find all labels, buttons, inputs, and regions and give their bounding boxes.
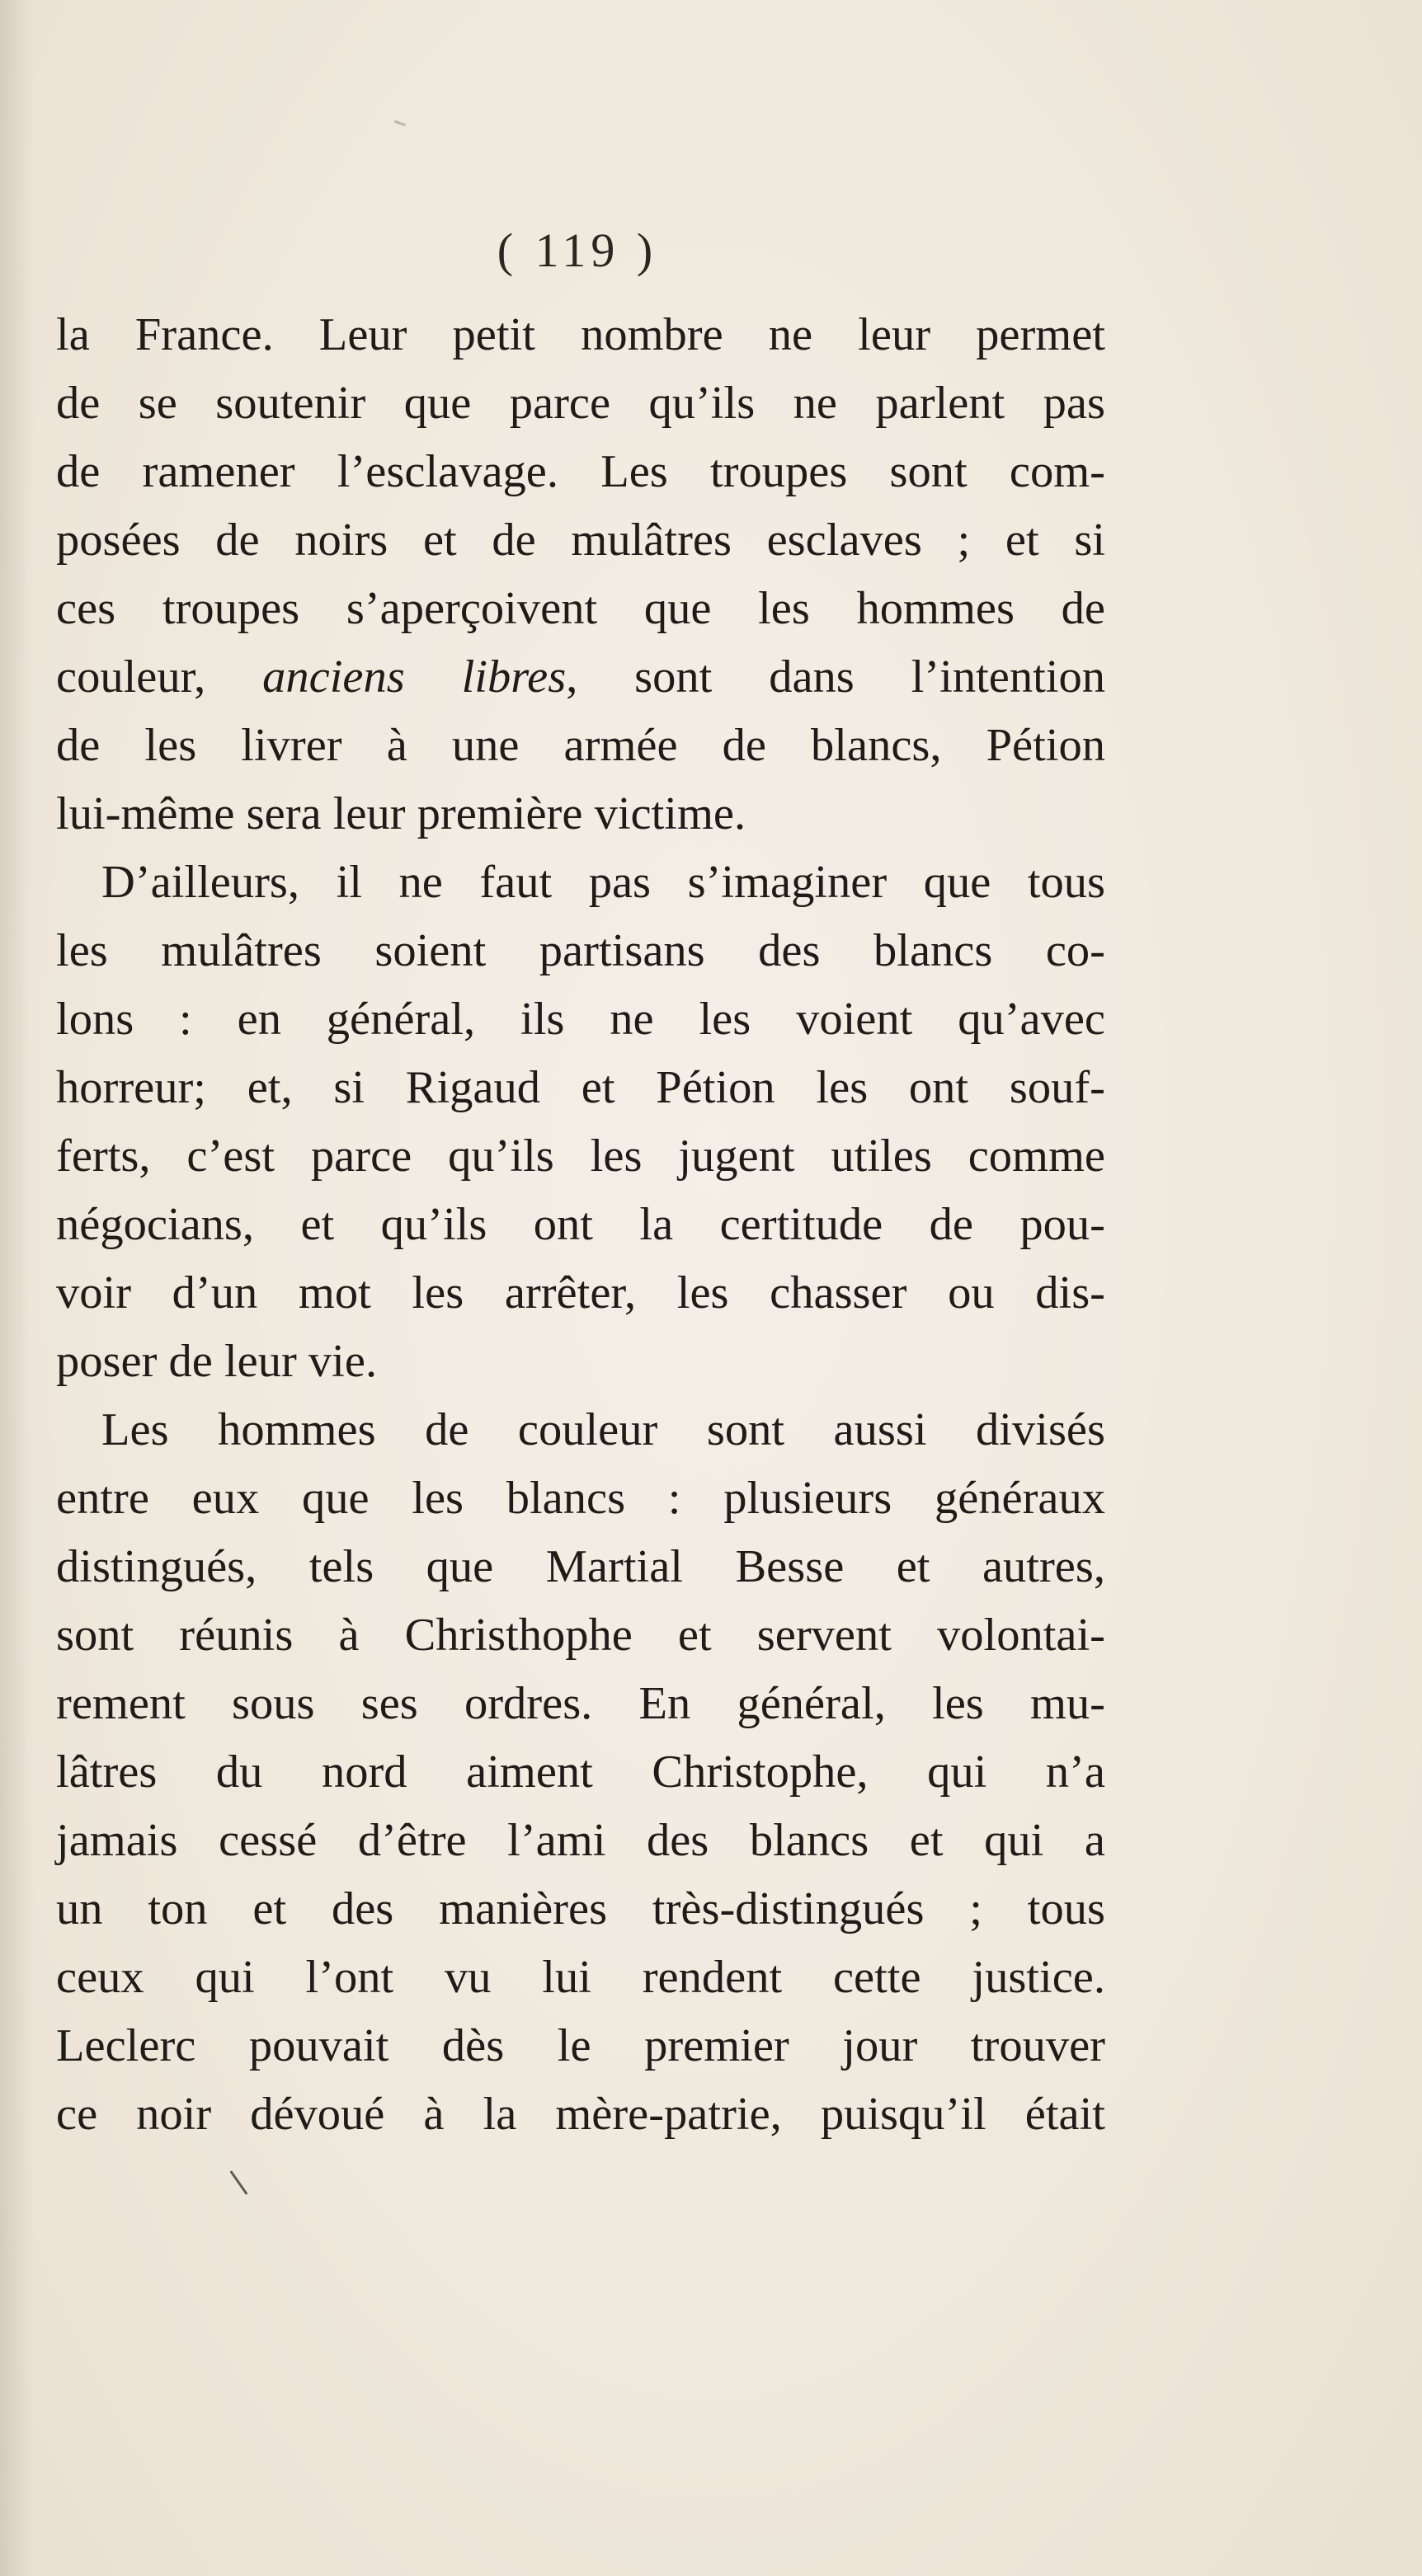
text-line: ce noir dévoué à la mère-patrie, puisqu’il était [56,2089,1105,2140]
ink-mark [230,2170,248,2195]
body-text [56,301,1105,2149]
text-line: lons : en général, ils ne les voient qu’avec [56,994,1105,1045]
text-line: la France. Leur petit nombre ne leur permet [56,309,1105,360]
text-line: couleur, anciens libres, sont dans l’intention [56,651,1105,703]
text-line: négocians, et qu’ils ont la certitude de pou- [56,1199,1105,1250]
text-line: lâtres du nord aiment Christophe, qui n’a [56,1746,1105,1798]
text-line: posées de noirs et de mulâtres esclaves ; et si [56,515,1105,566]
text-line: poser de leur vie. [56,1336,378,1387]
text-line: ces troupes s’aperçoivent que les hommes de [56,583,1105,634]
text-line: ceux qui l’ont vu lui rendent cette justice. [56,1952,1105,2003]
text-line: distingués, tels que Martial Besse et autres, [56,1541,1105,1592]
text-line: de les livrer à une armée de blancs, Pétion [56,720,1105,771]
text-line: jamais cessé d’être l’ami des blancs et qui a [56,1815,1105,1866]
page-number: ( 119 ) [497,223,658,277]
text-line: les mulâtres soient partisans des blancs co- [56,925,1105,976]
text-line: de ramener l’esclavage. Les troupes sont com- [56,446,1105,497]
text-line: D’ailleurs, il ne faut pas s’imaginer que tous [101,857,1105,908]
ink-speck [394,120,406,127]
text-line: horreur; et, si Rigaud et Pétion les ont souf- [56,1062,1105,1113]
binding-gutter-shadow [0,0,33,2576]
text-line: entre eux que les blancs : plusieurs généraux [56,1473,1105,1524]
text-line: Les hommes de couleur sont aussi divisés [101,1404,1105,1455]
italic-phrase: anciens libres [262,651,567,703]
text-line: voir d’un mot les arrêter, les chasser ou dis- [56,1267,1105,1319]
text-line: un ton et des manières très-distingués ; tous [56,1883,1105,1934]
text-line: Leclerc pouvait dès le premier jour trouver [56,2020,1105,2071]
text-line: de se soutenir que parce qu’ils ne parlent pas [56,378,1105,429]
text-line: sont réunis à Christhophe et servent volontai- [56,1610,1105,1661]
text-line: rement sous ses ordres. En général, les mu- [56,1678,1105,1729]
text-line: lui-même sera leur première victime. [56,788,746,839]
text-line: ferts, c’est parce qu’ils les jugent utiles comme [56,1131,1105,1182]
